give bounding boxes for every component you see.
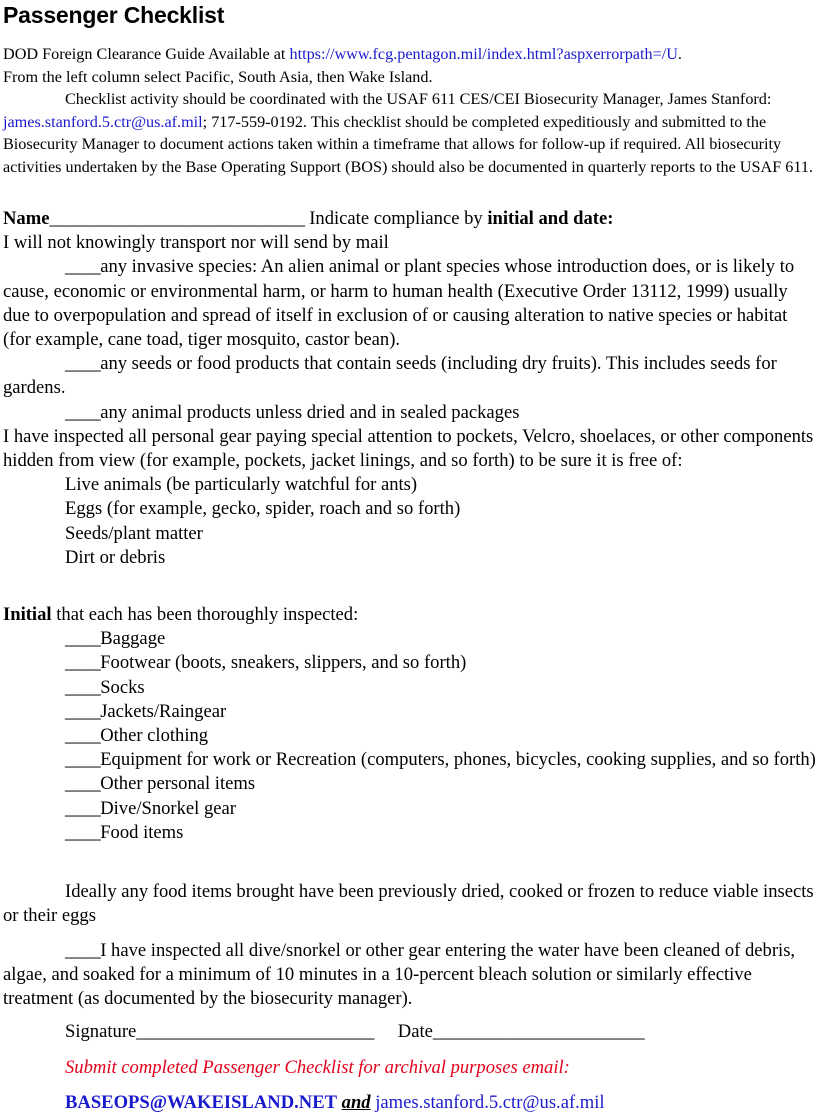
coordinator-email-link[interactable]: james.stanford.5.ctr@us.af.mil bbox=[3, 112, 203, 131]
initial-item-text: Footwear (boots, sneakers, slippers, and so forth) bbox=[100, 652, 467, 674]
initial-blank[interactable]: ____ bbox=[65, 725, 101, 747]
date-label: Date bbox=[397, 1021, 433, 1042]
inspection-item: Seeds/plant matter bbox=[65, 522, 203, 544]
initial-blank[interactable]: ____ bbox=[65, 700, 101, 722]
initial-item bbox=[3, 748, 818, 772]
transport-item bbox=[3, 255, 818, 352]
date-field-blank[interactable]: ________________________ bbox=[432, 1021, 645, 1042]
baseops-email-link[interactable]: BASEOPS@WAKEISLAND.NET bbox=[65, 1092, 337, 1113]
initial-blank[interactable]: ____ bbox=[65, 353, 101, 375]
initial-blank[interactable]: ____ bbox=[65, 940, 101, 961]
initial-item bbox=[3, 772, 818, 796]
initial-blank[interactable]: ____ bbox=[65, 628, 101, 650]
initial-item bbox=[3, 724, 818, 748]
guide-line bbox=[3, 43, 818, 66]
initial-item bbox=[3, 676, 818, 700]
email-row bbox=[65, 1092, 605, 1114]
initial-section bbox=[3, 603, 818, 845]
initial-blank[interactable]: ____ bbox=[65, 256, 101, 278]
food-note: Ideally any food items brought have been previously dried, cooked or frozen to reduce viable insects or their eggs bbox=[3, 881, 814, 927]
initial-intro bbox=[3, 603, 818, 627]
name-line bbox=[3, 207, 818, 231]
initial-blank[interactable]: ____ bbox=[65, 821, 101, 843]
initial-item bbox=[3, 821, 818, 845]
transport-item bbox=[3, 352, 818, 400]
coordination-rest: ; 717-559-0192. This checklist should be completed expeditiously and submitted to the Biosecurity Manager to document actions taken within a timeframe that allows for follow-up if required. All biosecurity activities undertaken by the Base Operating Support (BOS) should also be documented in quarterly reports to the USAF 611. bbox=[3, 112, 813, 176]
initial-item-text: Socks bbox=[100, 676, 145, 698]
and-text: and bbox=[341, 1092, 371, 1113]
transport-item bbox=[3, 401, 818, 425]
initial-item-text: Other clothing bbox=[100, 725, 209, 747]
compliance-text: Indicate compliance by bbox=[304, 208, 488, 229]
coordination-text: Checklist activity should be coordinated with the USAF 611 CES/CEI Biosecurity Manager, James Stanford: bbox=[65, 90, 772, 108]
transport-item-text: any invasive species: An alien animal or plant species whose introduction does, or is likely to cause, economic or environmental harm, or harm to human health (Executive Order 13112, 1999) usually due to overpopulation and spread of itself in exclusion of or causing alteration to native species or habitat (for example, cane toad, tiger mosquito, castor bean). bbox=[3, 256, 795, 351]
initial-item-text: Baggage bbox=[100, 628, 166, 650]
inspection-item: Eggs (for example, gecko, spider, roach and so forth) bbox=[65, 498, 461, 520]
initial-item-text: Jackets/Raingear bbox=[100, 700, 227, 722]
compliance-section bbox=[3, 207, 818, 570]
transport-intro: I will not knowingly transport nor will send by mail bbox=[3, 232, 389, 254]
signature-field-blank[interactable]: ___________________________ bbox=[136, 1021, 374, 1042]
transport-item-text: any animal products unless dried and in sealed packages bbox=[100, 401, 520, 423]
guide-line-2: From the left column select Pacific, South Asia, then Wake Island. bbox=[3, 67, 433, 86]
initial-item-text: Other personal items bbox=[100, 773, 256, 795]
initial-item bbox=[3, 627, 818, 651]
initial-blank[interactable]: ____ bbox=[65, 797, 101, 819]
initial-item bbox=[3, 651, 818, 675]
signature-label: Signature bbox=[65, 1021, 137, 1042]
inspection-intro: I have inspected all personal gear paying special attention to pockets, Velcro, shoelaces, or other components hidden from view (for example, pockets, jacket linings, and so forth) to be sure it is free of: bbox=[3, 425, 814, 472]
dive-statement bbox=[3, 939, 818, 1012]
guide-link[interactable]: https://www.fcg.pentagon.mil/index.html?aspxerrorpath=/U bbox=[289, 45, 678, 63]
initial-blank[interactable]: ____ bbox=[65, 652, 101, 674]
initial-item bbox=[3, 700, 818, 724]
initial-text: that each has been thoroughly inspected: bbox=[51, 604, 359, 625]
submit-note: Submit completed Passenger Checklist for archival purposes email: bbox=[65, 1057, 570, 1078]
guide-text: DOD Foreign Clearance Guide Available at bbox=[3, 45, 290, 63]
guide-end: . bbox=[677, 45, 682, 63]
inspection-item: Live animals (be particularly watchful for ants) bbox=[65, 474, 418, 496]
initial-blank[interactable]: ____ bbox=[65, 749, 101, 771]
compliance-bold: initial and date: bbox=[487, 208, 614, 229]
transport-item-text: any seeds or food products that contain seeds (including dry fruits). This includes seeds for gardens. bbox=[3, 353, 777, 399]
intro-section bbox=[3, 43, 818, 178]
dive-statement-text: I have inspected all dive/snorkel or other gear entering the water have been cleaned of debris, algae, and soaked for a minimum of 10 minutes in a 10-percent bleach solution or similarly effective treatment (as documented by the biosecurity manager). bbox=[3, 940, 796, 1010]
initial-blank[interactable]: ____ bbox=[65, 773, 101, 795]
initial-blank[interactable]: ____ bbox=[65, 676, 101, 698]
inspection-item: Dirt or debris bbox=[65, 546, 166, 568]
coordination-paragraph bbox=[3, 88, 818, 178]
page-title: Passenger Checklist bbox=[3, 2, 225, 28]
initial-item bbox=[3, 797, 818, 821]
signature-row bbox=[65, 1021, 644, 1043]
name-field-blank[interactable]: _____________________________ bbox=[49, 208, 305, 229]
stanford-email-link[interactable]: james.stanford.5.ctr@us.af.mil bbox=[375, 1092, 605, 1113]
initial-bold: Initial bbox=[3, 604, 52, 625]
initial-item-text: Equipment for work or Recreation (computers, phones, bicycles, cooking supplies, and so forth) bbox=[100, 749, 816, 771]
name-label: Name bbox=[3, 208, 50, 229]
initial-item-text: Food items bbox=[100, 821, 184, 843]
initial-item-text: Dive/Snorkel gear bbox=[100, 797, 236, 819]
initial-blank[interactable]: ____ bbox=[65, 401, 101, 423]
